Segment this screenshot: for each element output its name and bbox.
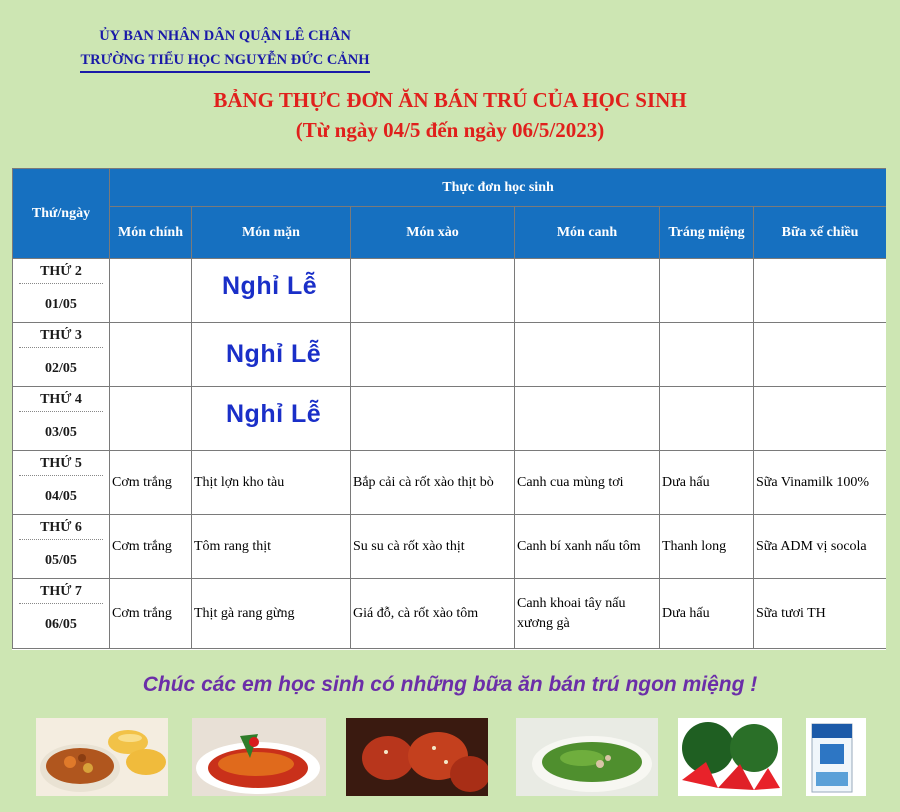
day-date: 01/05 [45,297,77,312]
menu-cell-dessert [660,387,754,451]
menu-cell-savory-dish: Tôm rang thịt [192,515,351,579]
menu-cell-soup: Canh cua mùng tơi [515,451,660,515]
menu-cell-afternoon-snack: Sữa ADM vị socola [754,515,887,579]
day-cell [13,579,110,649]
menu-cell-main-dish [110,323,192,387]
school-header [60,24,390,73]
menu-date-range: (Từ ngày 04/5 đến ngày 06/5/2023) [295,118,605,142]
day-date: 05/05 [45,553,77,568]
milk-carton-illustration [806,718,866,796]
menu-cell-stir-fry [351,259,515,323]
menu-cell-dessert: Dưa hấu [660,451,754,515]
menu-cell-afternoon-snack [754,259,887,323]
day-name: THỨ 5 [19,451,103,476]
menu-cell-dessert [660,259,754,323]
day-cell [13,515,110,579]
day-date: 02/05 [45,361,77,376]
district-committee-label: ỦY BAN NHÂN DÂN QUẬN LÊ CHÂN [99,28,351,44]
table-row [13,387,887,451]
day-cell [13,451,110,515]
menu-cell-main-dish: Cơm trắng [110,451,192,515]
day-name: THỨ 4 [19,387,103,412]
menu-cell-stir-fry [351,387,515,451]
menu-cell-main-dish [110,259,192,323]
slogan: Chúc các em học sinh có những bữa ăn bán trú ngon miệng ! [142,673,758,696]
menu-cell-stir-fry: Su su cà rốt xào thịt [351,515,515,579]
menu-cell-soup: Canh khoai tây nấu xương gà [515,579,660,649]
menu-cell-dessert: Thanh long [660,515,754,579]
glazed-meat-illustration [346,718,488,796]
table-row [13,515,887,579]
watermelon-illustration [678,718,782,796]
menu-cell-savory-dish: Thịt lợn kho tàu [192,451,351,515]
menu-cell-soup [515,387,660,451]
menu-cell-stir-fry: Bắp cải cà rốt xào thịt bò [351,451,515,515]
day-date: 03/05 [45,425,77,440]
menu-group-header: Thực đơn học sinh [110,169,887,207]
food-photo-curry-bread [36,718,168,796]
vegetable-soup-illustration [516,718,658,796]
col-header-savory-dish: Món mặn [192,207,351,259]
col-header-soup: Món canh [515,207,660,259]
menu-cell-soup: Canh bí xanh nấu tôm [515,515,660,579]
day-date: 04/05 [45,489,77,504]
col-header-stir-fry: Món xào [351,207,515,259]
table-row [13,451,887,515]
curry-bread-illustration [36,718,168,796]
menu-cell-afternoon-snack [754,387,887,451]
braised-fish-illustration [192,718,326,796]
holiday-label-wed: Nghỉ Lễ [226,400,322,428]
menu-cell-main-dish: Cơm trắng [110,579,192,649]
day-name: THỨ 3 [19,323,103,348]
table-row [13,323,887,387]
menu-cell-afternoon-snack: Sữa Vinamilk 100% [754,451,887,515]
day-cell [13,387,110,451]
menu-cell-stir-fry: Giá đỗ, cà rốt xào tôm [351,579,515,649]
menu-table [12,168,886,649]
holiday-label-mon: Nghỉ Lễ [222,272,318,300]
menu-cell-afternoon-snack [754,323,887,387]
col-header-afternoon-snack: Bữa xế chiều [754,207,887,259]
menu-cell-soup [515,323,660,387]
col-header-main-dish: Món chính [110,207,192,259]
day-cell [13,323,110,387]
menu-cell-stir-fry [351,323,515,387]
col-header-dessert: Tráng miệng [660,207,754,259]
day-cell [13,259,110,323]
menu-cell-main-dish: Cơm trắng [110,515,192,579]
day-column-header: Thứ/ngày [13,169,110,259]
menu-cell-afternoon-snack: Sữa tươi TH [754,579,887,649]
menu-table-container [12,168,886,650]
day-name: THỨ 6 [19,515,103,540]
food-photo-glazed-meat [346,718,488,796]
school-name-label: TRƯỜNG TIỂU HỌC NGUYỄN ĐỨC CẢNH [80,50,369,73]
day-name: THỨ 2 [19,259,103,284]
table-row [13,579,887,649]
food-photo-watermelon [678,718,782,796]
menu-cell-dessert: Dưa hấu [660,579,754,649]
day-date: 06/05 [45,617,77,632]
menu-cell-soup [515,259,660,323]
table-row [13,259,887,323]
food-photo-braised-fish [192,718,326,796]
food-photo-milk-carton [806,718,866,796]
holiday-label-tue: Nghỉ Lễ [226,340,322,368]
day-name: THỨ 7 [19,579,103,604]
food-photo-vegetable-soup [516,718,658,796]
menu-cell-dessert [660,323,754,387]
menu-cell-savory-dish: Thịt gà rang gừng [192,579,351,649]
menu-cell-main-dish [110,387,192,451]
menu-title: BẢNG THỰC ĐƠN ĂN BÁN TRÚ CỦA HỌC SINH [213,88,687,112]
